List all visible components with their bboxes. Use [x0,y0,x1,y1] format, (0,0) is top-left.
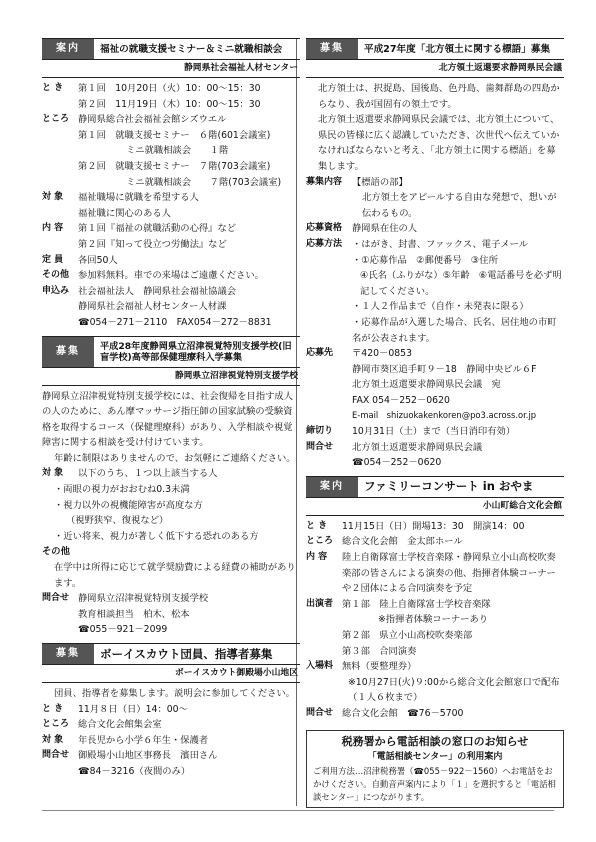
welfare-cap-row [42,253,300,269]
hoppo-method-5: ・応募作品が入選した場合、氏名、居住地の市町名が公表されます。 [352,316,557,344]
value: 総合文化会館 ☎76－5700 [342,707,464,719]
welfare-where-row-4 [42,175,300,191]
welfare-where-row-2 [42,143,300,159]
scout-tag: 募集 [42,644,94,664]
welfare-when-row [42,81,300,97]
scout-target-row [42,733,300,749]
welfare-target-row-2 [42,206,300,222]
concert-perf-3: 第３部 合同演奏 [342,645,417,657]
scout-when-row [42,702,300,718]
welfare-where-row-3 [42,159,300,175]
concert-perf-row [306,597,564,613]
welfare-section [42,38,300,331]
label: ところ [42,719,70,730]
concert-where-row [306,534,564,550]
value: 第１回『福祉の就職活動の心得』など [78,223,237,235]
hoppo-method-3: ④氏名（ふりがな）⑤年齢 ⑥電話番号を必ず明記してください。 [360,270,562,297]
value: 陸上自衛隊富士学校音楽隊・静岡県立小山高校吹奏楽部の皆さんによる演奏の他、指揮者体験コーナーや２団体による合同演奏を予定 [342,552,556,595]
value: 北方領土返還要求静岡県民会議 [352,441,483,453]
hoppo-method-row [306,237,564,253]
value: ミニ就職相談会 ７階(703会議室) [126,176,282,188]
school-other: 在学中は所得に応じて就学奨励費による経費の補助があります。 [54,562,296,589]
hoppo-intro-1: 北方領土は、択捉島、国後島、色丹島、歯舞群島の四島からなり、我が国固有の領土です。 [318,83,560,110]
value: 総合文化会館 金太郎ホール [342,536,463,548]
school-section [42,336,300,639]
school-header [42,336,300,368]
value: ☎84－3216（夜間のみ） [78,765,191,777]
value: 第２回 就職支援セミナー ７階(703会議室) [78,160,271,172]
school-target-row [42,466,300,482]
school-condition-2b: （視野狭窄、復視など） [66,515,169,527]
value: ・はがき、封書、ファックス、電子メール [352,238,529,250]
scout-contact-row [42,748,300,764]
welfare-tag: 案内 [42,39,94,59]
school-title: 平成28年度静岡県立沼津視覚特別支援学校(旧盲学校)高等部保健理療科入学募集 [100,340,292,363]
label: 内 容 [42,223,64,234]
tax-body: ご利用方法…沼津税務署（☎055－922－1560）へお電話をおかけください。自動音声案内により「１」を選択すると「電話相談センター」につながります。 [313,766,556,803]
value: ☎054－271－2110 FAX054－272－8831 [78,316,272,328]
welfare-apply-row-3 [42,315,300,331]
concert-contact-row [306,706,564,722]
value: 第１部 陸上自衛隊富士学校音楽隊 [342,598,491,610]
value: 第１回 就職支援セミナー ６階(601会議室) [78,129,271,141]
label: 問合せ [306,441,334,452]
value: 第２回『知って役立つ労働法』など [78,238,227,250]
value: 静岡県立沼津視覚特別支援学校 [78,593,209,605]
school-condition-2: ・視力以外の視機能障害が高度な方 [54,499,203,511]
label: 応募資格 [306,223,343,234]
school-condition-3: ・近い将来、視力が著しく低下する恐れのある方 [54,530,259,542]
value: 参加料無料。車での来場はご遠慮ください。 [78,270,264,282]
value: 第１回 10月20日（火）10：00～15：30 [78,83,261,94]
scout-title: ボーイスカウト団員、指導者募集 [100,646,273,661]
label: 出演者 [306,598,334,609]
label: 定 員 [42,254,64,265]
scout-header [42,643,300,665]
hoppo-dest-row [306,346,564,362]
concert-org: 小山町総合文化会館 [306,498,564,516]
hoppo-intro-2: 北方領土返還要求静岡県民会議では、北方領土について、県民の皆様に広く認識していただき、次世代へ伝えていかなければならないと考え、「北方領土に関する標語」を募集します。 [318,114,560,172]
scout-contact-row-2 [42,764,300,780]
school-other-label: その他 [42,546,70,558]
value: 御殿場小山地区事務長 濱田さん [78,750,218,762]
hoppo-contact-row [306,440,564,456]
hoppo-dest-email[interactable]: E-mail shizuokakenkoren@po3.across.or.jp [352,410,537,421]
label: 対 象 [42,734,64,745]
label: と き [42,703,64,714]
school-contact-row [42,591,300,607]
welfare-content-row [42,221,300,237]
value: 各回50人 [78,254,118,266]
left-column [42,38,300,785]
value: 教育相談担当 柏木、松本 [78,608,190,620]
right-column [306,38,564,808]
label: 対 象 [42,192,64,203]
welfare-header [42,38,300,60]
value: 第２回 11月19日（木）10：00～15：30 [78,98,261,110]
welfare-other-row [42,268,300,284]
value: ミニ就職相談会 １階 [126,145,229,157]
school-contact-row-3 [42,622,300,638]
value: 無料（要整理券） [342,661,417,673]
label: と き [42,83,64,93]
concert-entry-row [306,659,564,675]
welfare-content-row-2 [42,237,300,253]
welfare-apply-row-2 [42,299,300,315]
tax-sub: 「電話相談センター」の利用案内 [367,751,503,762]
school-org: 静岡県立沼津視覚特別支援学校 [42,368,300,386]
hoppo-dest-3: 北方領土返還要求静岡県民会議 宛 [352,379,501,391]
hoppo-section [306,38,564,471]
scout-where-row [42,717,300,733]
concert-tag: 案内 [306,477,358,497]
concert-content-row [306,550,564,597]
school-intro: 静岡県立沼津視覚特別支援学校には、社会復帰を目指す成人の人のために、あん摩マッサージ指圧師の国家試験の受験資格を取得するコース（保健理療科）があり、入学相談や視覚障害に関する相談を受け付けています。 [42,390,294,449]
hoppo-deadline-row [306,424,564,440]
bottom-rule [42,810,554,811]
concert-when-row [306,519,564,535]
hoppo-method-4: ・１人２作品まで（自作・未発表に限る） [352,301,529,313]
value: 11月８日（日）14：00～ [78,703,188,715]
hoppo-tag: 募集 [306,39,358,59]
label: と き [306,520,328,531]
hoppo-cat-desc: 北方領土をアピールする自由な発想で、想いが伝わるもの。 [362,192,557,219]
label: 募集内容 [306,176,343,187]
hoppo-title: 平成27年度「北方領土に関する標語」募集 [364,43,551,55]
hoppo-header [306,38,564,60]
school-condition-1: ・両眼の視力がおおむね0.3未満 [54,484,190,496]
value: 静岡県社会福祉人材センター人材課 [78,301,227,313]
value: 静岡県総合社会福祉会館シズウエル [78,114,227,126]
value: 福祉職場に就職を希望する人 [78,192,199,204]
label: 締切り [306,426,334,437]
concert-title: ファミリーコンサート in おやま [364,479,534,494]
welfare-where-row [42,112,300,128]
value: 【標語の部】 [352,176,408,188]
label: 問合せ [42,593,70,604]
value: ☎055－921－2099 [78,624,168,636]
hoppo-dest-2: 静岡市葵区追手町９－18 静岡中央ビル６F [352,363,537,375]
label: ところ [306,536,334,547]
label: 応募方法 [306,238,343,249]
hoppo-contact-2: ☎054－252－0620 [352,457,442,469]
concert-entry-2: ※10月27日(火)９:00から総合文化会館窓口で配布（１人６枚まで） [348,676,560,704]
concert-section [306,476,564,722]
value: 福祉職に関心のある人 [78,207,171,219]
label: 応募先 [306,348,334,359]
hoppo-method-2: ・①応募作品 ②郵便番号 ③住所 [352,254,498,266]
concert-perf-2: 第２部 県立小山高校吹奏楽部 [342,630,473,641]
label: 問合せ [42,750,70,761]
welfare-org: 静岡県社会福祉人材センター [42,60,300,78]
hoppo-qual-row [306,221,564,237]
scout-org: ボーイスカウト御殿場小山地区 [42,665,300,683]
value: 11月15日（日）開場13：30 開演14：00 [342,520,525,532]
hoppo-cat-row [306,175,564,191]
label: 入場料 [306,661,334,672]
tax-title: 税務署から電話相談の窓口のお知らせ [341,734,529,748]
concert-perf-1b: ※指揮者体験コーナーあり [378,614,489,626]
tax-notice-box [306,730,564,809]
value: 〒420－0853 [352,348,412,360]
value: 10月31日（土）まで（当日消印有効） [352,426,516,438]
concert-header [306,476,564,498]
label: 申込み [42,285,70,296]
value: 静岡県在住の人 [352,223,418,235]
scout-intro: 団員、指導者を募集します。説明会に参加してください。 [54,688,295,699]
hoppo-dest-4: FAX 054－252－0620 [352,394,450,406]
school-intro-2: 年齢に制限はありませんので、お気軽にご連絡ください。 [54,452,296,464]
value: 社会福祉法人 静岡県社会福祉協議会 [78,285,237,297]
scout-section [42,643,300,780]
label: 対 象 [42,468,64,479]
value: 以下のうち、１つ以上該当する人 [78,468,218,480]
welfare-target-row [42,190,300,206]
school-contact-row-2 [42,607,300,623]
school-tag: 募集 [42,337,94,367]
welfare-apply-row [42,284,300,300]
welfare-title: 福祉の就職支援セミナー＆ミニ就職相談会 [100,43,283,55]
value: 総合文化会館集会室 [78,719,162,731]
label: 問合せ [306,707,334,718]
label: 内 容 [306,552,328,563]
welfare-when-row-2 [42,97,300,113]
welfare-where-row-1 [42,128,300,144]
hoppo-org: 北方領土返還要求静岡県民会議 [306,60,564,78]
label: ところ [42,114,70,125]
value: 年長児から小学６年生・保護者 [78,734,209,746]
label: その他 [42,270,70,281]
